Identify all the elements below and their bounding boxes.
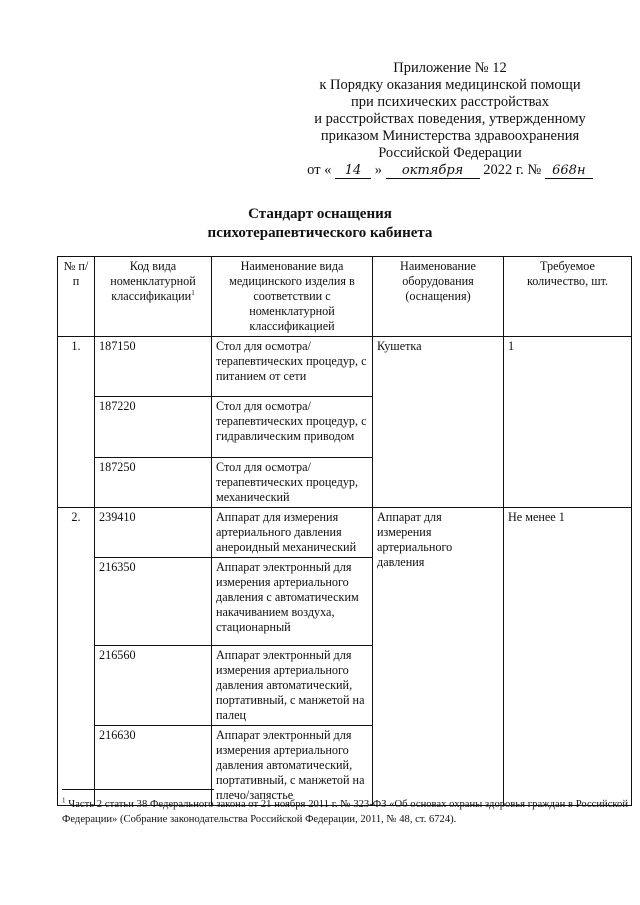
device-name-cell: Аппарат электронный для измерения артериального давления автоматический, портативный, с манжетой на плечо/запястье (212, 726, 373, 806)
code-cell: 216560 (95, 646, 212, 726)
footnote-ref: 1 (191, 288, 195, 297)
footnote (62, 797, 628, 827)
equipment-standard-table (57, 256, 632, 806)
code-cell: 216630 (95, 726, 212, 806)
header-code (95, 257, 212, 337)
quantity-cell: 1 (504, 337, 632, 508)
handwritten-day: 14 (335, 164, 371, 179)
code-cell: 216350 (95, 558, 212, 646)
title-line-2: психотерапевтического кабинета (207, 225, 433, 241)
device-name-cell: Стол для осмотра/терапевтических процедур, с гидравлическим приводом (212, 397, 373, 458)
header-num: № п/п (58, 257, 95, 337)
table-row (58, 508, 632, 558)
header-code-label: Код вида номенклатурной классификации (110, 259, 196, 303)
handwritten-order-number: 668н (545, 164, 593, 179)
footnote-marker: 1 (62, 796, 66, 805)
handwritten-month: октября (386, 164, 480, 179)
device-name-cell: Стол для осмотра/терапевтических процедур, с питанием от сети (212, 337, 373, 397)
table-row (58, 337, 632, 397)
footnote-text: Часть 2 статьи 38 Федерального закона от 21 ноября 2011 г. № 323-ФЗ «Об основах охраны здоровья граждан в Российской Федерации» (Собрание законодательства Российской Федерации, 2011, № 48, ст. 6724). (62, 799, 628, 825)
date-mid: » (374, 162, 382, 178)
date-year: 2022 г. № (483, 162, 542, 178)
appendix-line-6: Российской Федерации (378, 145, 522, 161)
header-equipment: Наименование оборудования (оснащения) (373, 257, 504, 337)
device-name-cell: Аппарат электронный для измерения артериального давления автоматический, портативный, с манжетой на палец (212, 646, 373, 726)
header-quantity: Требуемое количество, шт. (504, 257, 632, 337)
row-number: 2. (58, 508, 95, 806)
appendix-header (300, 60, 600, 179)
table-header-row (58, 257, 632, 337)
code-cell: 239410 (95, 508, 212, 558)
equipment-cell: Кушетка (373, 337, 504, 508)
footnote-divider (62, 789, 214, 790)
date-prefix: от « (307, 162, 332, 178)
row-number: 1. (58, 337, 95, 508)
device-name-cell: Стол для осмотра/терапевтических процедур, механический (212, 458, 373, 508)
equipment-cell: Аппарат для измерения артериального давления (373, 508, 504, 806)
code-cell: 187250 (95, 458, 212, 508)
appendix-number: Приложение № 12 (393, 60, 507, 76)
header-device: Наименование вида медицинского изделия в соответствии с номенклатурной классификацией (212, 257, 373, 337)
appendix-line-3: при психических расстройствах (350, 94, 549, 110)
appendix-line-2: к Порядку оказания медицинской помощи (319, 77, 581, 93)
title-line-1: Стандарт оснащения (248, 206, 392, 222)
device-name-cell: Аппарат для измерения артериального давления анероидный механический (212, 508, 373, 558)
code-cell: 187220 (95, 397, 212, 458)
appendix-line-5: приказом Министерства здравоохранения (320, 128, 580, 144)
document-title (100, 205, 540, 243)
appendix-line-4: и расстройствах поведения, утвержденному (314, 111, 586, 127)
order-date-line (300, 162, 600, 179)
code-cell: 187150 (95, 337, 212, 397)
device-name-cell: Аппарат электронный для измерения артериального давления с автоматическим накачиванием воздуха, стационарный (212, 558, 373, 646)
quantity-cell: Не менее 1 (504, 508, 632, 806)
